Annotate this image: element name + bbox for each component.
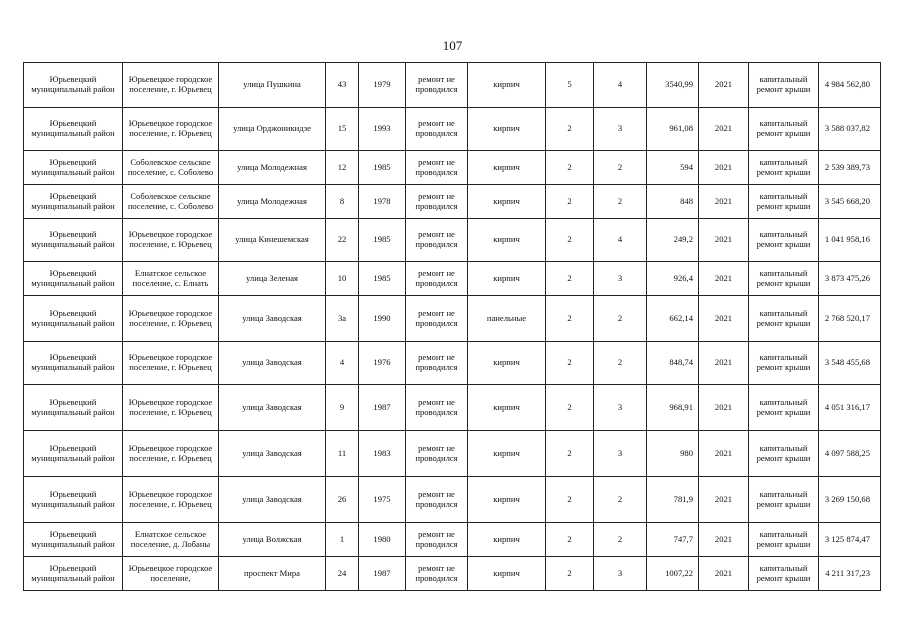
cost-cell: 3 548 455,68	[819, 342, 881, 385]
cost-cell: 3 545 668,20	[819, 185, 881, 219]
build-year-cell: 1979	[359, 63, 406, 108]
district-cell: Юрьевецкий муниципальный район	[24, 63, 123, 108]
cost-cell: 1 041 958,16	[819, 219, 881, 262]
district-cell: Юрьевецкий муниципальный район	[24, 385, 123, 431]
area-cell: 926,4	[647, 262, 699, 296]
build-year-cell: 1987	[359, 557, 406, 591]
area-cell: 1007,22	[647, 557, 699, 591]
district-cell: Юрьевецкий муниципальный район	[24, 185, 123, 219]
floors-cell: 2	[546, 185, 594, 219]
street-cell: улица Пушкина	[219, 63, 326, 108]
settlement-cell: Юрьевецкое городское поселение, г. Юрьевец	[123, 108, 219, 151]
district-cell: Юрьевецкий муниципальный район	[24, 219, 123, 262]
district-cell: Юрьевецкий муниципальный район	[24, 557, 123, 591]
table-body	[24, 63, 881, 591]
table-row	[24, 523, 881, 557]
build-year-cell: 1990	[359, 296, 406, 342]
plan-year-cell: 2021	[699, 385, 749, 431]
repair-status-cell: ремонт не проводился	[406, 63, 468, 108]
settlement-cell: Юрьевецкое городское поселение, г. Юрьевец	[123, 63, 219, 108]
wall-material-cell: кирпич	[468, 151, 546, 185]
entrances-cell: 2	[594, 185, 647, 219]
work-type-cell: капитальный ремонт крыши	[749, 431, 819, 477]
floors-cell: 2	[546, 262, 594, 296]
repair-status-cell: ремонт не проводился	[406, 296, 468, 342]
floors-cell: 2	[546, 219, 594, 262]
district-cell: Юрьевецкий муниципальный район	[24, 296, 123, 342]
build-year-cell: 1980	[359, 523, 406, 557]
cost-cell: 2 539 389,73	[819, 151, 881, 185]
settlement-cell: Соболевское сельское поселение, с. Соболево	[123, 151, 219, 185]
house-number-cell: 24	[326, 557, 359, 591]
area-cell: 3540,99	[647, 63, 699, 108]
entrances-cell: 3	[594, 431, 647, 477]
entrances-cell: 4	[594, 63, 647, 108]
area-cell: 594	[647, 151, 699, 185]
work-type-cell: капитальный ремонт крыши	[749, 151, 819, 185]
build-year-cell: 1985	[359, 151, 406, 185]
plan-year-cell: 2021	[699, 219, 749, 262]
street-cell: улица Заводская	[219, 431, 326, 477]
work-type-cell: капитальный ремонт крыши	[749, 185, 819, 219]
repair-status-cell: ремонт не проводился	[406, 219, 468, 262]
plan-year-cell: 2021	[699, 296, 749, 342]
floors-cell: 2	[546, 477, 594, 523]
settlement-cell: Юрьевецкое городское поселение, г. Юрьевец	[123, 219, 219, 262]
cost-cell: 4 097 588,25	[819, 431, 881, 477]
table-row	[24, 385, 881, 431]
plan-year-cell: 2021	[699, 262, 749, 296]
wall-material-cell: кирпич	[468, 219, 546, 262]
build-year-cell: 1975	[359, 477, 406, 523]
street-cell: улица Заводская	[219, 342, 326, 385]
entrances-cell: 2	[594, 151, 647, 185]
cost-cell: 4 211 317,23	[819, 557, 881, 591]
table-row	[24, 262, 881, 296]
house-number-cell: 3а	[326, 296, 359, 342]
street-cell: улица Заводская	[219, 296, 326, 342]
street-cell: улица Волжская	[219, 523, 326, 557]
area-cell: 848	[647, 185, 699, 219]
repair-status-cell: ремонт не проводился	[406, 523, 468, 557]
table-row	[24, 431, 881, 477]
wall-material-cell: кирпич	[468, 385, 546, 431]
entrances-cell: 3	[594, 108, 647, 151]
plan-year-cell: 2021	[699, 477, 749, 523]
street-cell: улица Молодежная	[219, 185, 326, 219]
page-number: 107	[442, 38, 463, 53]
house-number-cell: 22	[326, 219, 359, 262]
repair-status-cell: ремонт не проводился	[406, 262, 468, 296]
plan-year-cell: 2021	[699, 108, 749, 151]
street-cell: проспект Мира	[219, 557, 326, 591]
repair-status-cell: ремонт не проводился	[406, 385, 468, 431]
work-type-cell: капитальный ремонт крыши	[749, 219, 819, 262]
wall-material-cell: кирпич	[468, 108, 546, 151]
area-cell: 662,14	[647, 296, 699, 342]
work-type-cell: капитальный ремонт крыши	[749, 63, 819, 108]
cost-cell: 3 588 037,82	[819, 108, 881, 151]
work-type-cell: капитальный ремонт крыши	[749, 342, 819, 385]
entrances-cell: 2	[594, 523, 647, 557]
wall-material-cell: панельные	[468, 296, 546, 342]
entrances-cell: 2	[594, 296, 647, 342]
repair-status-cell: ремонт не проводился	[406, 431, 468, 477]
floors-cell: 5	[546, 63, 594, 108]
floors-cell: 2	[546, 296, 594, 342]
entrances-cell: 3	[594, 262, 647, 296]
housing-repair-table	[23, 62, 881, 591]
floors-cell: 2	[546, 151, 594, 185]
settlement-cell: Елнатское сельское поселение, с. Елнать	[123, 262, 219, 296]
wall-material-cell: кирпич	[468, 477, 546, 523]
plan-year-cell: 2021	[699, 63, 749, 108]
entrances-cell: 3	[594, 385, 647, 431]
street-cell: улица Кинешемская	[219, 219, 326, 262]
table-row	[24, 108, 881, 151]
plan-year-cell: 2021	[699, 557, 749, 591]
entrances-cell: 3	[594, 557, 647, 591]
house-number-cell: 26	[326, 477, 359, 523]
district-cell: Юрьевецкий муниципальный район	[24, 477, 123, 523]
plan-year-cell: 2021	[699, 185, 749, 219]
plan-year-cell: 2021	[699, 431, 749, 477]
floors-cell: 2	[546, 523, 594, 557]
cost-cell: 4 051 316,17	[819, 385, 881, 431]
work-type-cell: капитальный ремонт крыши	[749, 477, 819, 523]
build-year-cell: 1985	[359, 262, 406, 296]
house-number-cell: 1	[326, 523, 359, 557]
build-year-cell: 1987	[359, 385, 406, 431]
district-cell: Юрьевецкий муниципальный район	[24, 431, 123, 477]
settlement-cell: Юрьевецкое городское поселение, г. Юрьевец	[123, 385, 219, 431]
work-type-cell: капитальный ремонт крыши	[749, 557, 819, 591]
area-cell: 249,2	[647, 219, 699, 262]
area-cell: 747,7	[647, 523, 699, 557]
floors-cell: 2	[546, 431, 594, 477]
cost-cell: 4 984 562,80	[819, 63, 881, 108]
plan-year-cell: 2021	[699, 342, 749, 385]
street-cell: улица Заводская	[219, 477, 326, 523]
house-number-cell: 4	[326, 342, 359, 385]
wall-material-cell: кирпич	[468, 342, 546, 385]
cost-cell: 2 768 520,17	[819, 296, 881, 342]
area-cell: 848,74	[647, 342, 699, 385]
repair-status-cell: ремонт не проводился	[406, 108, 468, 151]
wall-material-cell: кирпич	[468, 185, 546, 219]
floors-cell: 2	[546, 342, 594, 385]
work-type-cell: капитальный ремонт крыши	[749, 262, 819, 296]
repair-status-cell: ремонт не проводился	[406, 151, 468, 185]
table-row	[24, 296, 881, 342]
table-row	[24, 557, 881, 591]
house-number-cell: 12	[326, 151, 359, 185]
work-type-cell: капитальный ремонт крыши	[749, 296, 819, 342]
table-row	[24, 63, 881, 108]
repair-status-cell: ремонт не проводился	[406, 557, 468, 591]
street-cell: улица Зеленая	[219, 262, 326, 296]
entrances-cell: 4	[594, 219, 647, 262]
district-cell: Юрьевецкий муниципальный район	[24, 151, 123, 185]
district-cell: Юрьевецкий муниципальный район	[24, 342, 123, 385]
wall-material-cell: кирпич	[468, 557, 546, 591]
table-row	[24, 151, 881, 185]
cost-cell: 3 873 475,26	[819, 262, 881, 296]
settlement-cell: Юрьевецкое городское поселение,	[123, 557, 219, 591]
table-row	[24, 185, 881, 219]
area-cell: 961,08	[647, 108, 699, 151]
district-cell: Юрьевецкий муниципальный район	[24, 523, 123, 557]
build-year-cell: 1976	[359, 342, 406, 385]
cost-cell: 3 125 874,47	[819, 523, 881, 557]
wall-material-cell: кирпич	[468, 431, 546, 477]
build-year-cell: 1983	[359, 431, 406, 477]
repair-status-cell: ремонт не проводился	[406, 342, 468, 385]
repair-status-cell: ремонт не проводился	[406, 185, 468, 219]
build-year-cell: 1993	[359, 108, 406, 151]
work-type-cell: капитальный ремонт крыши	[749, 108, 819, 151]
house-number-cell: 15	[326, 108, 359, 151]
table-row	[24, 219, 881, 262]
street-cell: улица Заводская	[219, 385, 326, 431]
settlement-cell: Соболевское сельское поселение, с. Соболево	[123, 185, 219, 219]
wall-material-cell: кирпич	[468, 262, 546, 296]
wall-material-cell: кирпич	[468, 63, 546, 108]
street-cell: улица Орджоникидзе	[219, 108, 326, 151]
settlement-cell: Юрьевецкое городское поселение, г. Юрьевец	[123, 342, 219, 385]
street-cell: улица Молодежная	[219, 151, 326, 185]
plan-year-cell: 2021	[699, 151, 749, 185]
house-number-cell: 8	[326, 185, 359, 219]
entrances-cell: 2	[594, 342, 647, 385]
work-type-cell: капитальный ремонт крыши	[749, 523, 819, 557]
settlement-cell: Юрьевецкое городское поселение, г. Юрьевец	[123, 296, 219, 342]
floors-cell: 2	[546, 557, 594, 591]
build-year-cell: 1978	[359, 185, 406, 219]
floors-cell: 2	[546, 385, 594, 431]
house-number-cell: 11	[326, 431, 359, 477]
house-number-cell: 9	[326, 385, 359, 431]
area-cell: 781,9	[647, 477, 699, 523]
house-number-cell: 43	[326, 63, 359, 108]
table-row	[24, 477, 881, 523]
plan-year-cell: 2021	[699, 523, 749, 557]
table-row	[24, 342, 881, 385]
settlement-cell: Юрьевецкое городское поселение, г. Юрьевец	[123, 431, 219, 477]
settlement-cell: Елнатское сельское поселение, д. Лобаны	[123, 523, 219, 557]
district-cell: Юрьевецкий муниципальный район	[24, 108, 123, 151]
build-year-cell: 1985	[359, 219, 406, 262]
area-cell: 980	[647, 431, 699, 477]
house-number-cell: 10	[326, 262, 359, 296]
district-cell: Юрьевецкий муниципальный район	[24, 262, 123, 296]
area-cell: 968,91	[647, 385, 699, 431]
entrances-cell: 2	[594, 477, 647, 523]
floors-cell: 2	[546, 108, 594, 151]
settlement-cell: Юрьевецкое городское поселение, г. Юрьевец	[123, 477, 219, 523]
work-type-cell: капитальный ремонт крыши	[749, 385, 819, 431]
wall-material-cell: кирпич	[468, 523, 546, 557]
repair-status-cell: ремонт не проводился	[406, 477, 468, 523]
cost-cell: 3 269 150,68	[819, 477, 881, 523]
